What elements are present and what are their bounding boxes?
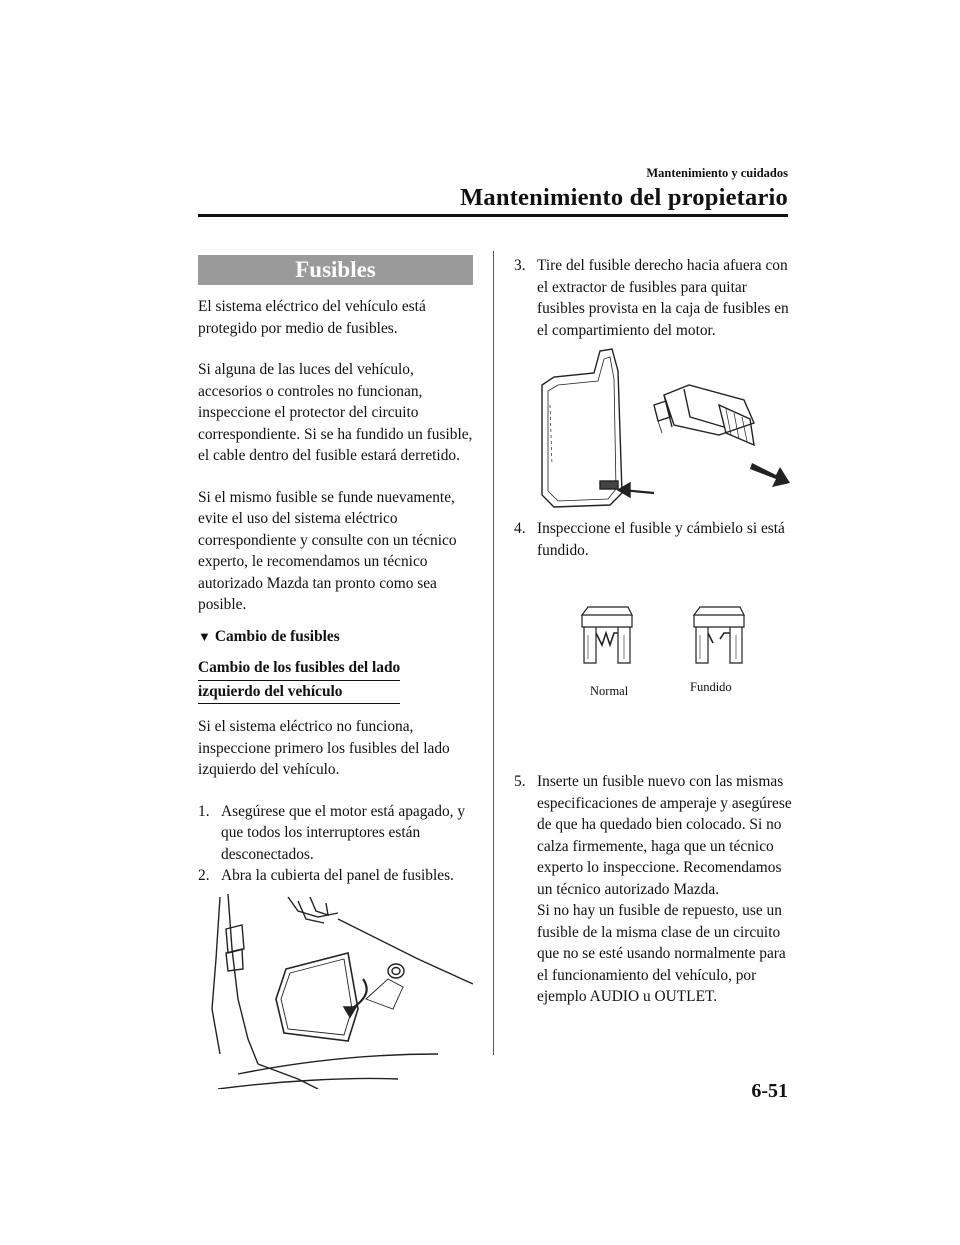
normal-fuse-icon bbox=[576, 605, 636, 669]
fuse-puller-illustration bbox=[514, 345, 794, 510]
normal-fuse-label: Normal bbox=[590, 684, 629, 698]
underlined-heading bbox=[198, 657, 400, 704]
subheading-text: Cambio de fusibles bbox=[214, 627, 340, 645]
paragraph: Si el mismo fusible se funde nuevamente, evite el uso del sistema eléctrico correspondiente y consulte con un técnico experto, le recomendamos un técnico autorizado Mazda tan pronto como sea posible. bbox=[198, 488, 457, 613]
left-column bbox=[198, 255, 473, 1089]
section-title: Mantenimiento del propietario bbox=[460, 184, 788, 211]
triangle-down-icon: ▼ bbox=[198, 628, 211, 644]
step-text bbox=[537, 771, 794, 1008]
step-text: Abra la cubierta del panel de fusibles. bbox=[221, 867, 454, 884]
heading-line: izquierdo del vehículo bbox=[198, 681, 400, 705]
header-rule bbox=[198, 214, 788, 217]
step-text: Tire del fusible derecho hacia afuera con el extractor de fusibles para quitar fusibles provista en la caja de fusibles en el compartimiento del motor. bbox=[537, 257, 789, 339]
chapter-title: Mantenimiento y cuidados bbox=[646, 166, 788, 180]
column-divider bbox=[493, 251, 494, 1055]
heading-line: Cambio de los fusibles del lado bbox=[198, 657, 400, 681]
fuse-comparison-figure bbox=[514, 585, 794, 755]
blown-fuse-label: Fundido bbox=[690, 680, 732, 694]
step-number: 1. bbox=[198, 802, 210, 820]
page-number: 6-51 bbox=[751, 1080, 788, 1102]
step-number: 2. bbox=[198, 867, 210, 884]
step-item bbox=[514, 518, 794, 561]
fuse-panel-cover-illustration bbox=[198, 889, 473, 1089]
right-column bbox=[514, 255, 794, 1008]
step-item bbox=[514, 771, 794, 1008]
step-item bbox=[198, 865, 473, 887]
paragraph: El sistema eléctrico del vehículo está protegido por medio de fusibles. bbox=[198, 298, 426, 337]
step-item bbox=[198, 801, 473, 866]
step-number: 3. bbox=[514, 257, 526, 274]
step-number: 4. bbox=[514, 520, 526, 537]
blown-fuse-icon bbox=[688, 605, 748, 669]
step-text-line: Si no hay un fusible de repuesto, use un fusible de la misma clase de un circuito que no se esté usando normalmente para el funcionamiento del vehículo, por ejemplo AUDIO u OUTLET. bbox=[537, 902, 786, 1005]
step-number: 5. bbox=[514, 773, 526, 790]
step-text: Inspeccione el fusible y cámbielo si está fundido. bbox=[537, 520, 785, 559]
subheading bbox=[198, 626, 473, 648]
step-item bbox=[514, 255, 794, 341]
paragraph: Si alguna de las luces del vehículo, accesorios o controles no funcionan, inspeccione el protector del circuito correspondiente. Si se ha fundido un fusible, el cable dentro del fusible estará derretido. bbox=[198, 361, 473, 464]
step-text-line: Inserte un fusible nuevo con las mismas especificaciones de amperaje y asegúrese de que ha quedado bien colocado. Si no calza firmemente, haga que un técnico experto lo inspeccione. Recomendamos un técnico autorizado Mazda. bbox=[537, 773, 792, 898]
section-banner: Fusibles bbox=[198, 255, 473, 285]
paragraph: Si el sistema eléctrico no funciona, inspeccione primero los fusibles del lado izquierdo del vehículo. bbox=[198, 718, 450, 778]
step-text: Asegúrese que el motor está apagado, y que todos los interruptores están desconectados. bbox=[221, 802, 466, 863]
